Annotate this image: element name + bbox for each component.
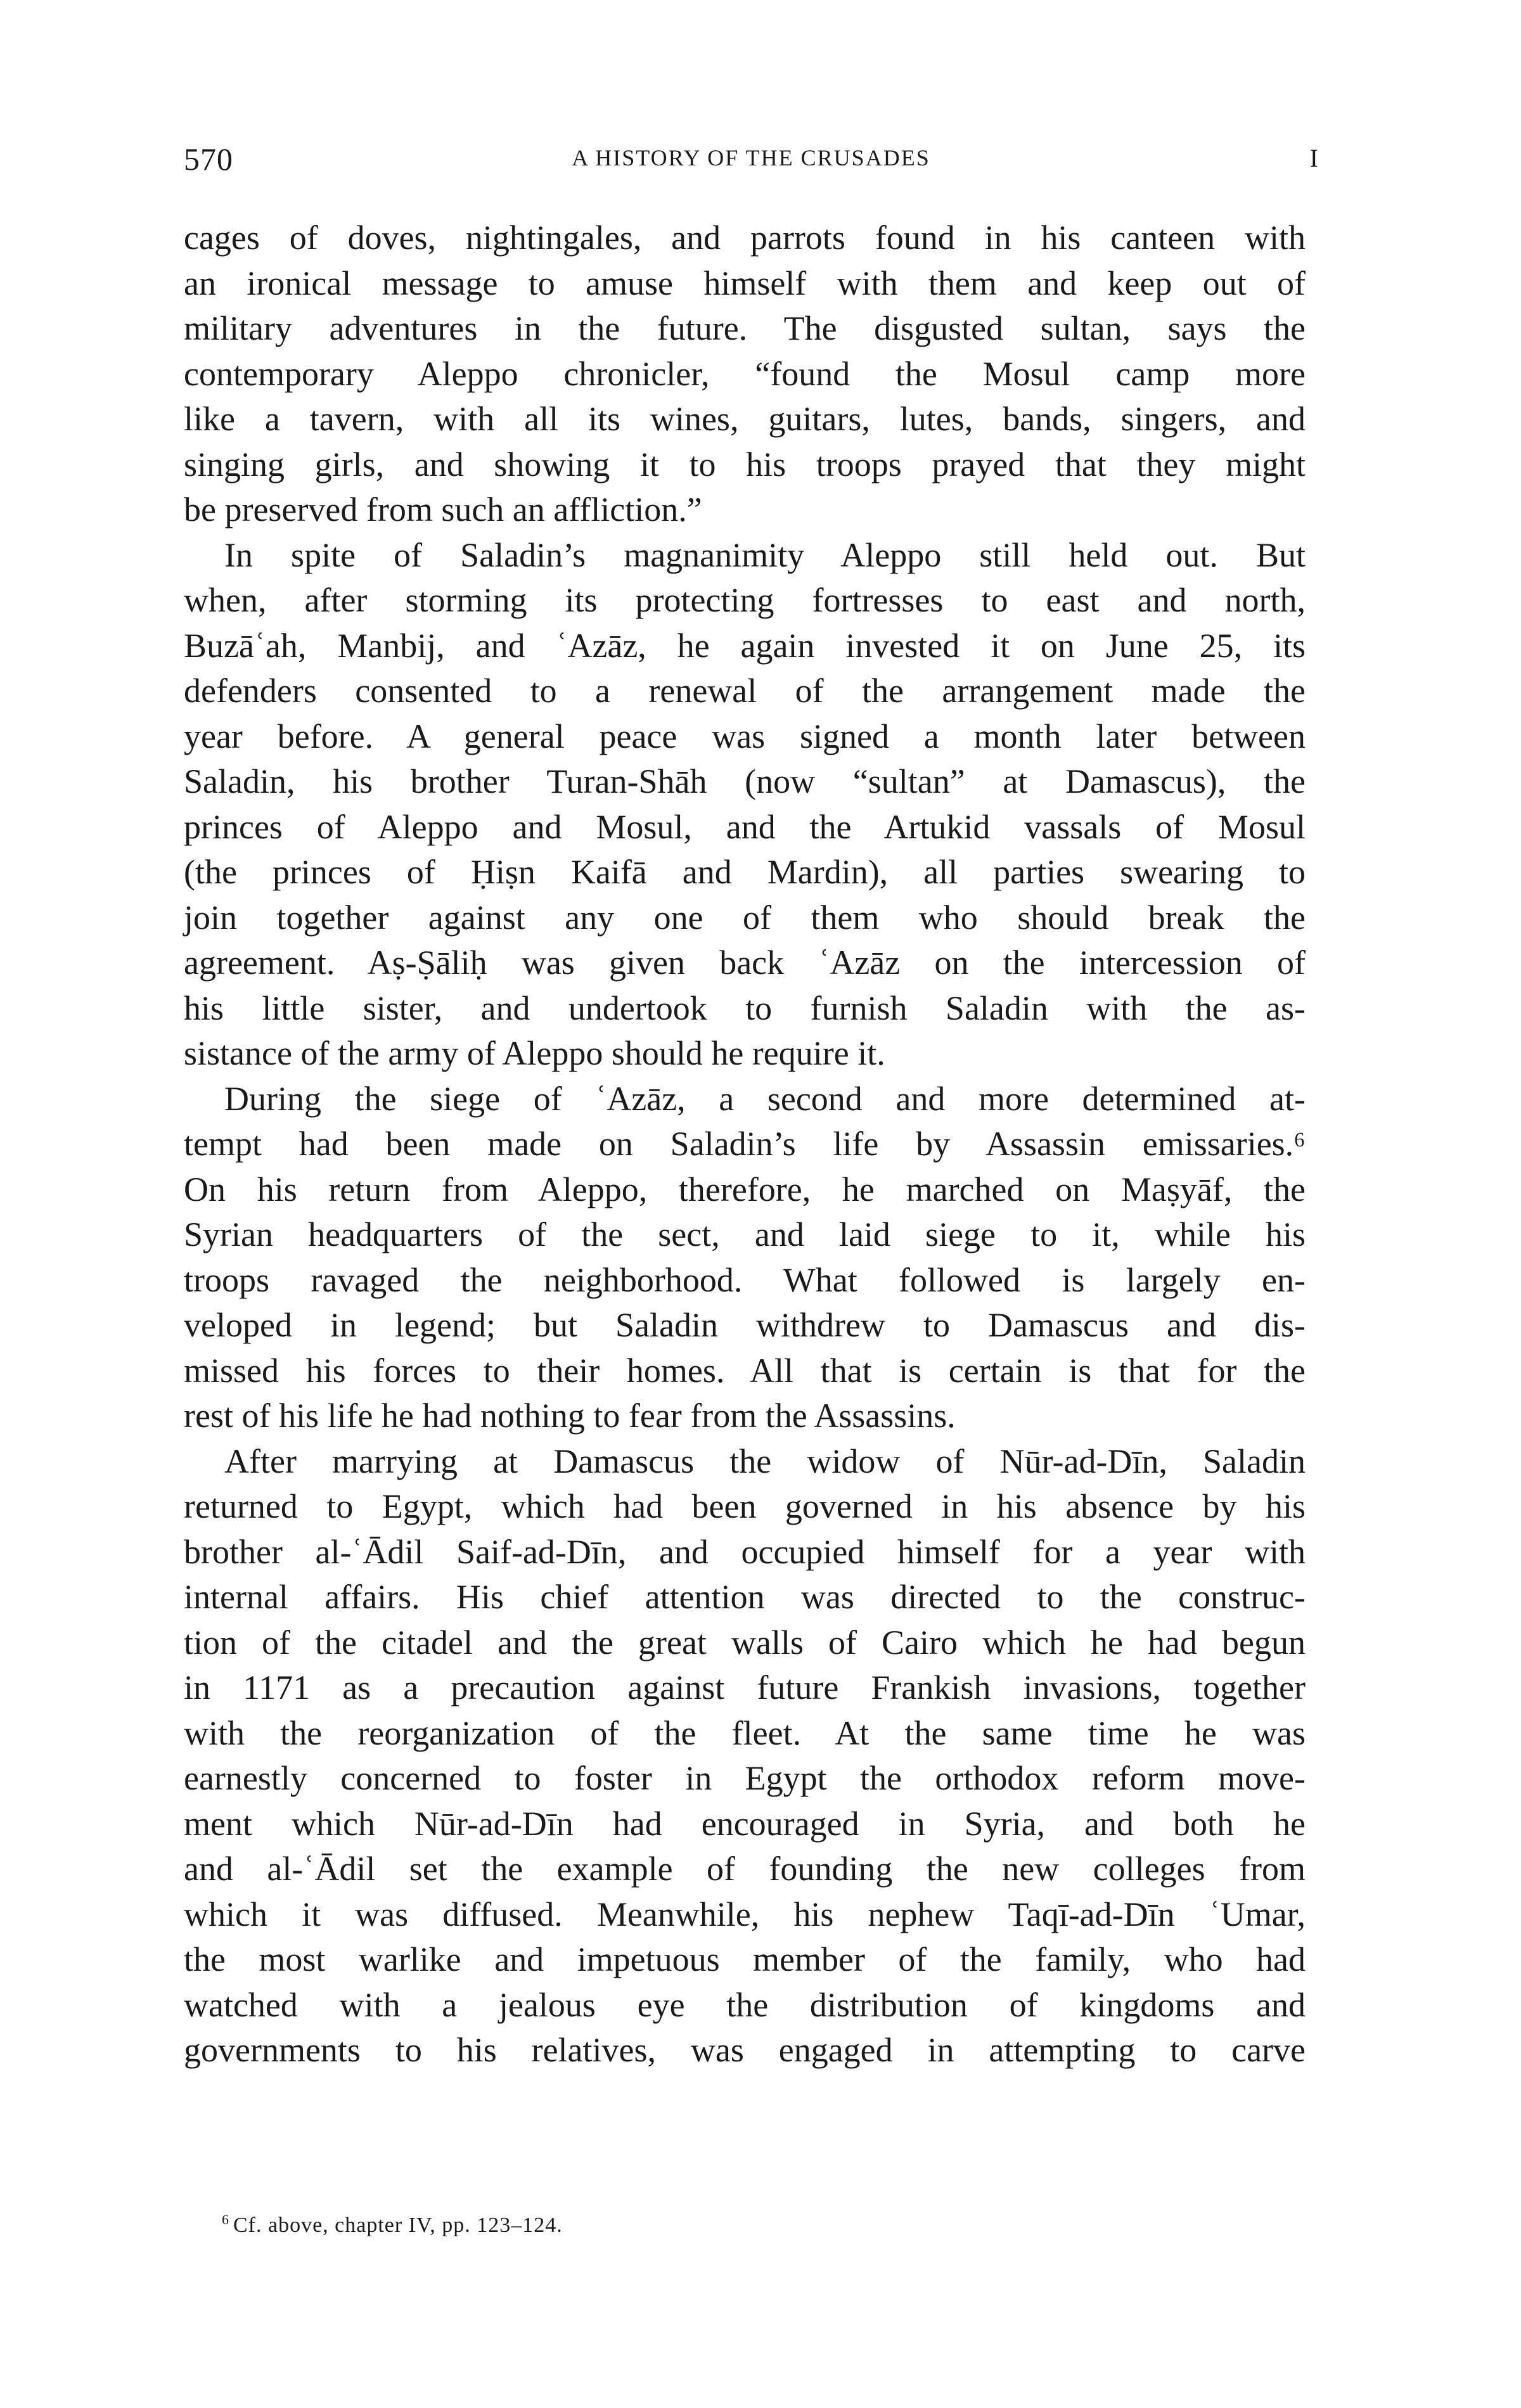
text-line: be preserved from such an affliction.”	[184, 490, 702, 528]
text-line: ment which Nūr-ad-Dīn had encouraged in Syria, and both he	[184, 1804, 1306, 1843]
text-line: in 1171 as a precaution against future Frankish invasions, together	[184, 1668, 1306, 1707]
text-line: like a tavern, with all its wines, guitars, lutes, bands, singers, and	[184, 400, 1306, 438]
text-line: sistance of the army of Aleppo should he require it.	[184, 1034, 885, 1072]
text-line: when, after storming its protecting fortresses to east and north,	[184, 581, 1306, 619]
text-line: singing girls, and showing it to his troops prayed that they might	[184, 445, 1306, 484]
text-line: governments to his relatives, was engaged in attempting to carve	[184, 2031, 1306, 2069]
body-text	[184, 215, 1306, 2073]
text-line: contemporary Aleppo chronicler, “found the Mosul camp more	[184, 354, 1306, 393]
text-line: and al-ʿĀdil set the example of founding the new colleges from	[184, 1850, 1306, 1888]
text-line: watched with a jealous eye the distribution of kingdoms and	[184, 1985, 1306, 2024]
text-line: troops ravaged the neighborhood. What followed is largely en-	[184, 1260, 1306, 1299]
text-line: On his return from Aleppo, therefore, he marched on Maṣyāf, the	[184, 1170, 1306, 1208]
text-line: which it was diffused. Meanwhile, his nephew Taqī-ad-Dīn ʿUmar,	[184, 1895, 1306, 1933]
text-line: Buzāʿah, Manbij, and ʿAzāz, he again invested it on June 25, its	[184, 626, 1306, 665]
text-line: brother al-ʿĀdil Saif-ad-Dīn, and occupied himself for a year with	[184, 1532, 1306, 1571]
footnote	[222, 2212, 563, 2238]
text-line: military adventures in the future. The disgusted sultan, says the	[184, 309, 1306, 347]
text-line: returned to Egypt, which had been governed in his absence by his	[184, 1487, 1306, 1525]
text-line: the most warlike and impetuous member of the family, who had	[184, 1940, 1306, 1978]
text-line: tion of the citadel and the great walls of Cairo which he had begun	[184, 1623, 1306, 1662]
footnote-text: Cf. above, chapter IV, pp. 123–124.	[233, 2213, 563, 2237]
text-line: cages of doves, nightingales, and parrots found in his canteen with	[184, 219, 1306, 257]
text-line: agreement. Aṣ-Ṣāliḥ was given back ʿAzāz on the intercession of	[184, 944, 1306, 982]
text-line: tempt had been made on Saladin’s life by Assassin emissaries.⁶	[184, 1125, 1306, 1163]
paragraph-start-line: In spite of Saladin’s magnanimity Aleppo still held out. But	[224, 535, 1306, 574]
text-line: earnestly concerned to foster in Egypt the orthodox reform move-	[184, 1759, 1306, 1797]
text-line: rest of his life he had nothing to fear from the Assassins.	[184, 1397, 956, 1435]
running-title: A HISTORY OF THE CRUSADES	[572, 145, 930, 170]
text-line: internal affairs. His chief attention was directed to the construc-	[184, 1578, 1306, 1616]
page-number: 570	[184, 141, 233, 177]
text-line: veloped in legend; but Saladin withdrew to Damascus and dis-	[184, 1306, 1306, 1344]
text-line: defenders consented to a renewal of the arrangement made the	[184, 672, 1306, 710]
running-head	[184, 141, 1318, 179]
text-line: (the princes of Ḥiṣn Kaifā and Mardin), all parties swearing to	[184, 853, 1306, 891]
text-line: an ironical message to amuse himself with them and keep out of	[184, 264, 1306, 302]
text-line: year before. A general peace was signed a month later between	[184, 717, 1306, 755]
paragraph-start-line: After marrying at Damascus the widow of Nūr-ad-Dīn, Saladin	[224, 1442, 1306, 1480]
text-line: missed his forces to their homes. All that is certain is that for the	[184, 1351, 1306, 1390]
chapter-numeral: I	[1309, 144, 1318, 172]
text-line: join together against any one of them who should break the	[184, 898, 1306, 937]
footnote-marker: 6	[222, 2212, 229, 2227]
text-line: princes of Aleppo and Mosul, and the Artukid vassals of Mosul	[184, 807, 1306, 846]
text-line: Syrian headquarters of the sect, and laid siege to it, while his	[184, 1215, 1306, 1253]
paragraph-start-line: During the siege of ʿAzāz, a second and more determined at-	[224, 1079, 1306, 1118]
text-line: with the reorganization of the fleet. At the same time he was	[184, 1713, 1306, 1752]
text-line: Saladin, his brother Turan-Shāh (now “sultan” at Damascus), the	[184, 762, 1306, 800]
text-line: his little sister, and undertook to furnish Saladin with the as-	[184, 989, 1306, 1027]
